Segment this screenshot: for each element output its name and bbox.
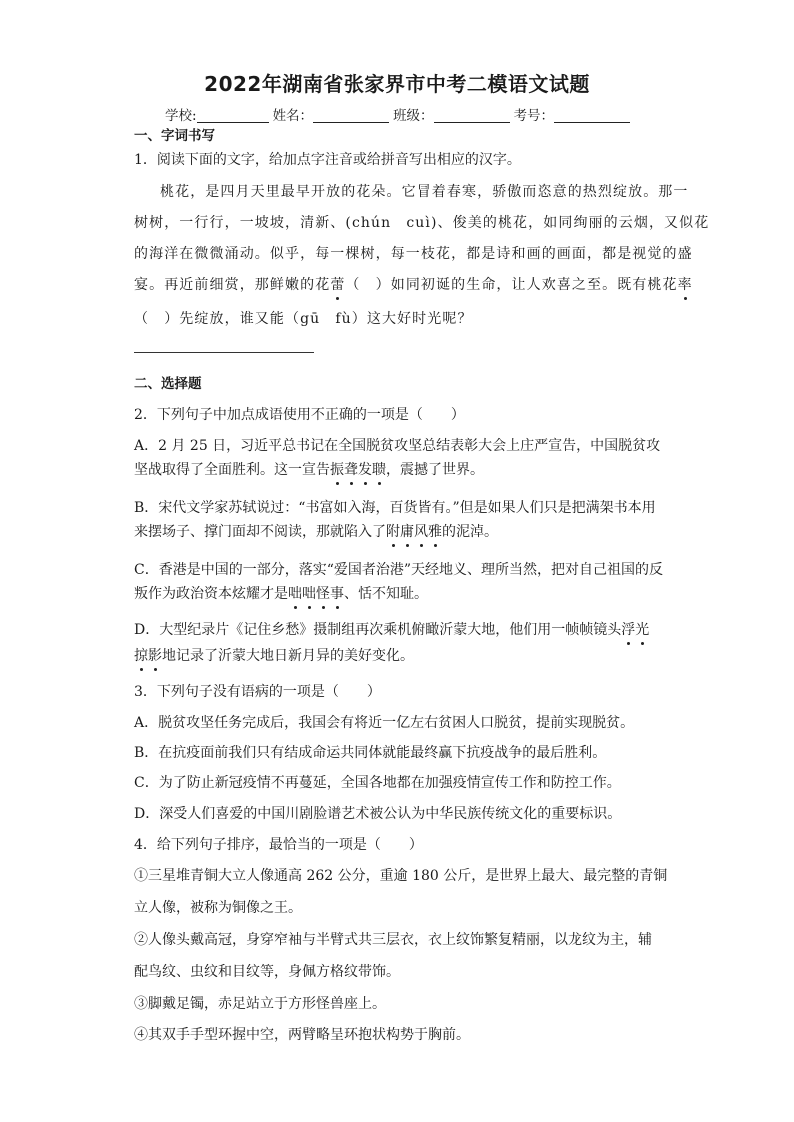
class-label: 班级： [393,108,434,124]
option-text: 、恬不知耻。 [344,586,428,602]
name-blank [313,108,389,123]
school-label: 学校: [165,108,197,124]
passage-line: 的海洋在微微涌动。似乎，每一棵树，每一枝花，都是诗和画的画面，都是视觉的盛 [134,246,693,262]
option-a: A．脱贫攻坚任务完成后，我国会有将近一亿左右贫困人口脱贫，提前实现脱贫。 [134,715,635,731]
sentence-2-cont: 配鸟纹、虫纹和目纹等，身佩方格纹带饰。 [134,964,400,980]
dotted-idiom [330,462,386,478]
answer-line [134,352,314,353]
dotted-char: 咄 [302,586,316,602]
sentence-1: ①三星堆青铜大立人像通高 262 公分，重逾 180 公斤，是世界上最大、最完整的青铜 [134,868,668,884]
option-c: C．为了防止新冠疫情不再蔓延，全国各地都在加强疫情宣传工作和防控工作。 [134,775,621,791]
option-c: C．香港是中国的一部分，落实“爱国者治港”天经地义、理所当然，把对自己祖国的反 [134,562,664,578]
option-d-cont [134,646,414,666]
number-label: 考号： [513,108,555,124]
sentence-4: ④其双手手型环握中空，两臂略呈环抱状构势于胸前。 [134,1027,470,1043]
student-info-row [165,104,630,124]
passage-line: 树树，一行行，一坡坡，清新、(chún cuì)、俊美的桃花，如同绚丽的云烟，又似花 [134,215,710,231]
dotted-idiom [621,622,649,638]
exam-title: 2022年湖南省张家界市中考二模语文试题 [204,72,590,96]
dotted-char: 影 [148,648,162,664]
class-blank [434,108,510,123]
number-blank [554,108,630,123]
sentence-2: ②人像头戴高冠，身穿窄袖与半臂式共三层衣，衣上纹饰繁复精丽，以龙纹为主，辅 [134,932,652,948]
option-text: 地记录了沂蒙大地日新月异的美好变化。 [162,648,414,664]
option-text: 叛作为政治资本炫耀才是 [134,586,288,602]
option-b: B．在抗疫面前我们只有结成命运共同体就能最终赢下抗疫战争的最后胜利。 [134,745,607,761]
passage-line: （ ）先绽放，谁又能（gū fù）这大好时光呢？ [134,311,473,327]
passage-line: 桃花，是四月天里最早开放的花朵。它冒着春寒，骄傲而恣意的热烈绽放。那一 [160,184,689,200]
option-b-cont [134,522,498,542]
section-heading: 一、字词书写 [134,128,215,144]
dotted-char: 浮 [621,622,636,638]
section-heading: 二、选择题 [134,376,202,392]
option-text: 的泥淖。 [442,524,498,540]
dotted-char: 事 [330,586,344,602]
question-prompt: 4．给下列句子排序，最恰当的一项是（ ） [134,837,423,853]
dotted-char: 咄 [288,586,302,602]
option-b: B．宋代文学家苏轼说过：“书富如入海，百货皆有。”但是如果人们只是把满架书本用 [134,500,656,516]
option-text: ，震撼了世界。 [386,462,484,478]
dotted-idiom [386,524,442,540]
option-text: D．大型纪录片《记住乡愁》摄制组再次乘机俯瞰沂蒙大地，他们用一帧帧镜头 [134,622,622,638]
option-a-cont [134,460,484,480]
dotted-char: 掠 [134,648,148,664]
name-label: 姓名： [272,108,314,124]
passage-line [134,275,693,295]
dotted-char: 附 [386,524,400,540]
dotted-char: 聩 [372,462,386,478]
dotted-char: 雅 [428,524,442,540]
option-d: D．深受人们喜爱的中国川剧脸谱艺术被公认为中华民族传统文化的重要标识。 [134,806,622,822]
dotted-idiom [288,586,344,602]
dotted-char: 发 [358,462,372,478]
dotted-idiom [134,648,162,664]
dotted-char: 风 [414,524,428,540]
question-prompt: 2．下列句子中加点成语使用不正确的一项是（ ） [134,407,465,423]
question-prompt: 1．阅读下面的文字，给加点字注音或给拼音写出相应的汉字。 [134,152,521,168]
option-d [134,620,649,640]
passage-text: （ ）如同初诞的生命，让人欢喜之至。既有桃花 [345,277,678,293]
dotted-char: 庸 [400,524,414,540]
sentence-3: ③脚戴足镯，赤足站立于方形怪兽座上。 [134,996,386,1012]
dotted-char: 蕾 [330,277,346,293]
dotted-char: 率 [677,277,693,293]
option-text: 来摆场子、撑门面却不阅读，那就陷入了 [134,524,386,540]
dotted-char: 聋 [344,462,358,478]
question-prompt: 3．下列句子没有语病的一项是（ ） [134,684,381,700]
school-blank [197,108,269,123]
dotted-char: 振 [330,462,344,478]
option-text: 坚战取得了全面胜利。这一宣告 [134,462,330,478]
sentence-1-cont: 立人像，被称为铜像之王。 [134,900,302,916]
passage-text: 宴。再近前细赏，那鲜嫩的花 [134,277,331,293]
option-c-cont [134,584,428,604]
dotted-char: 怪 [316,586,330,602]
dotted-char: 光 [635,622,650,638]
option-a: A．2 月 25 日，习近平总书记在全国脱贫攻坚总结表彰大会上庄严宣告，中国脱贫攻 [134,438,661,454]
